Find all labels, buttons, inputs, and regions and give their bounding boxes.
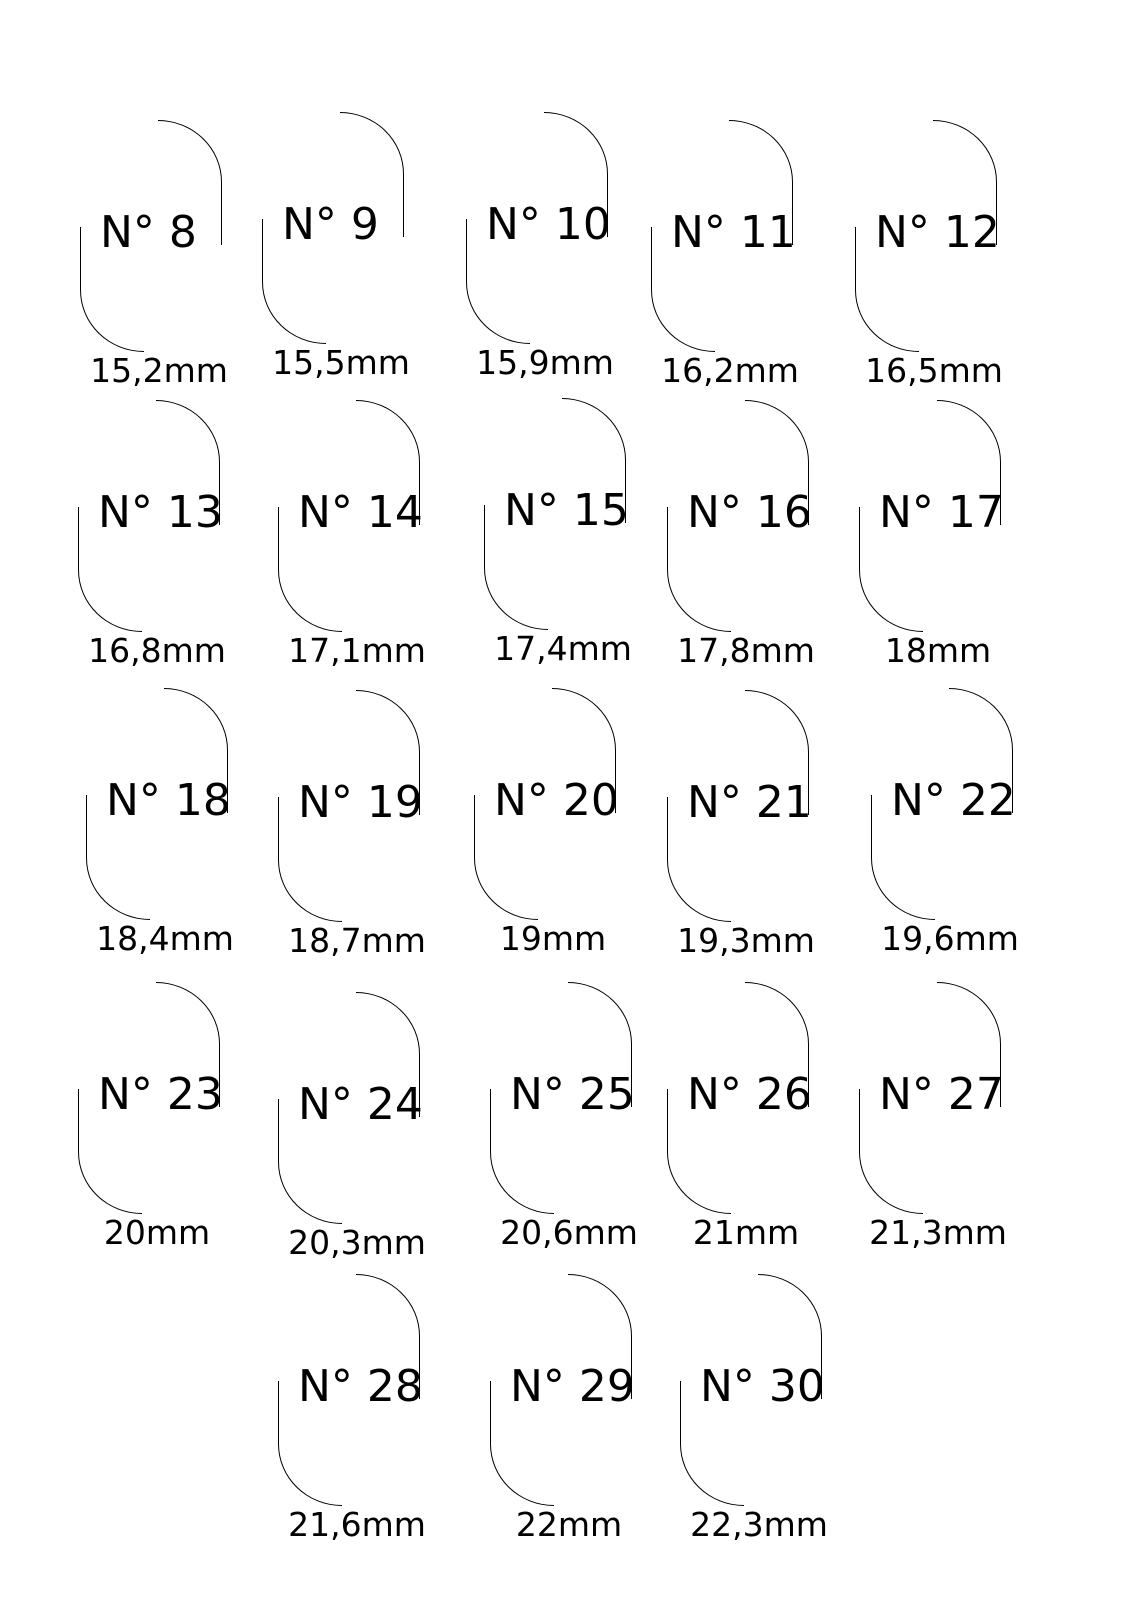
ring-diameter-label: 22,3mm	[690, 1505, 828, 1544]
ring-size-item	[859, 392, 1059, 672]
ring-size-item	[78, 392, 278, 672]
ring-size-number: N° 25	[510, 1069, 635, 1120]
ring-diameter-label: 21mm	[692, 1213, 800, 1252]
ring-diameter-label: 15,5mm	[272, 343, 410, 382]
ring-size-number: N° 30	[700, 1361, 825, 1412]
ring-size-number: N° 13	[98, 487, 223, 538]
ring-size-item	[871, 680, 1071, 960]
ring-diameter-label: 17,8mm	[677, 631, 815, 670]
ring-size-number: N° 16	[687, 487, 812, 538]
ring-diameter-label: 21,6mm	[288, 1505, 426, 1544]
ring-size-number: N° 24	[298, 1079, 423, 1130]
ring-diameter-label: 15,2mm	[90, 351, 228, 390]
ring-size-item	[278, 682, 478, 962]
ring-diameter-label: 16,8mm	[88, 631, 226, 670]
ring-size-number: N° 23	[98, 1069, 223, 1120]
ring-size-number: N° 28	[298, 1361, 423, 1412]
ring-size-item	[262, 104, 462, 384]
ring-diameter-label: 19mm	[499, 919, 607, 958]
ring-diameter-label: 20,3mm	[288, 1223, 426, 1262]
ring-size-item	[667, 392, 867, 672]
ring-diameter-label: 20mm	[103, 1213, 211, 1252]
ring-diameter-label: 16,2mm	[661, 351, 799, 390]
ring-diameter-label: 18mm	[884, 631, 992, 670]
ring-diameter-label: 19,6mm	[881, 919, 1019, 958]
ring-size-number: N° 27	[879, 1069, 1004, 1120]
ring-size-item	[484, 390, 684, 670]
ring-size-number: N° 12	[875, 207, 1000, 258]
ring-size-number: N° 18	[106, 775, 231, 826]
ring-size-number: N° 10	[486, 199, 611, 250]
ring-size-item	[278, 1266, 478, 1546]
ring-size-number: N° 17	[879, 487, 1004, 538]
ring-size-number: N° 14	[298, 487, 423, 538]
ring-diameter-label: 18,4mm	[96, 919, 234, 958]
ring-size-item	[278, 392, 478, 672]
ring-size-number: N° 11	[671, 207, 796, 258]
ring-diameter-label: 17,4mm	[494, 629, 632, 668]
ring-diameter-label: 22mm	[515, 1505, 623, 1544]
ring-size-number: N° 15	[504, 485, 629, 536]
ring-size-item	[466, 104, 666, 384]
ring-size-item	[667, 682, 867, 962]
ring-size-item	[490, 974, 690, 1254]
ring-size-number: N° 22	[891, 775, 1016, 826]
ring-size-number: N° 8	[100, 207, 197, 258]
ring-size-item	[278, 984, 478, 1264]
ring-diameter-label: 17,1mm	[288, 631, 426, 670]
ring-diameter-label: 19,3mm	[677, 921, 815, 960]
ring-size-item	[859, 974, 1059, 1254]
ring-size-item	[667, 974, 867, 1254]
ring-diameter-label: 20,6mm	[500, 1213, 638, 1252]
ring-size-number: N° 19	[298, 777, 423, 828]
ring-size-number: N° 20	[494, 775, 619, 826]
ring-size-number: N° 9	[282, 199, 379, 250]
ring-diameter-label: 16,5mm	[865, 351, 1003, 390]
ring-diameter-label: 18,7mm	[288, 921, 426, 960]
ring-size-item	[651, 112, 851, 392]
ring-size-item	[78, 974, 278, 1254]
ring-size-number: N° 29	[510, 1361, 635, 1412]
ring-size-item	[86, 680, 286, 960]
ring-size-item	[855, 112, 1055, 392]
ring-size-item	[680, 1266, 880, 1546]
ring-diameter-label: 21,3mm	[869, 1213, 1007, 1252]
ring-size-number: N° 21	[687, 777, 812, 828]
ring-size-item	[474, 680, 674, 960]
ring-size-item	[490, 1266, 690, 1546]
ring-size-item	[80, 112, 280, 392]
ring-diameter-label: 15,9mm	[476, 343, 614, 382]
ring-size-number: N° 26	[687, 1069, 812, 1120]
